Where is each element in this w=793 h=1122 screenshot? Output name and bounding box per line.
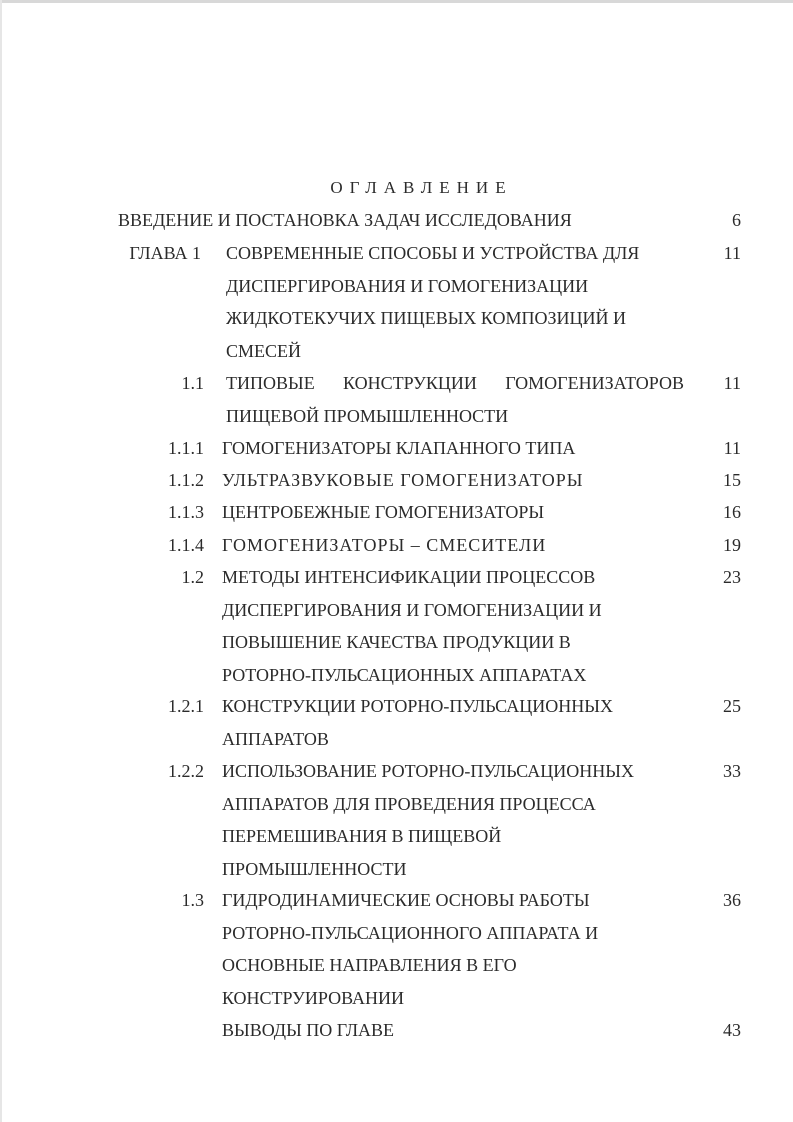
toc-entry-line: ГИДРОДИНАМИЧЕСКИЕ ОСНОВЫ РАБОТЫ [222,890,590,910]
toc-page-number: 36 [723,890,741,910]
toc-entry-text [226,237,688,367]
toc-page-number: 33 [723,761,741,781]
toc-entry-line: АППАРАТОВ ДЛЯ ПРОВЕДЕНИЯ ПРОЦЕССА [222,793,596,814]
toc-entry-line: АППАРАТОВ [222,728,329,749]
toc-entry-number: 1.2 [181,567,204,587]
toc-entry-text [222,529,684,562]
toc-entry-number: 1.1.4 [168,535,204,555]
toc-page-number: 25 [723,696,741,716]
toc-entry-text [226,367,688,432]
toc-entry-line: КОНСТРУКЦИИ РОТОРНО-ПУЛЬСАЦИОННЫХ [222,696,613,716]
toc-entry-line: СОВРЕМЕННЫЕ СПОСОБЫ И УСТРОЙСТВА ДЛЯ [226,243,640,263]
toc-entry-number: ГЛАВА 1 [129,243,201,263]
toc-entry-label: ВВЕДЕНИЕ И ПОСТАНОВКА ЗАДАЧ ИССЛЕДОВАНИЯ [118,210,572,230]
scan-top-edge [0,0,793,3]
toc-entry-text [222,690,684,755]
toc-entry-line: ГОМОГЕНИЗАТОРЫ КЛАПАННОГО ТИПА [222,438,576,458]
toc-entry-text [222,432,684,465]
toc-page-number: 23 [723,567,741,587]
toc-entry-line: ИСПОЛЬЗОВАНИЕ РОТОРНО-ПУЛЬСАЦИОННЫХ [222,761,634,781]
toc-entry-number: 1.3 [181,890,204,910]
toc-page-number: 16 [723,502,741,522]
toc-entry-line: РОТОРНО-ПУЛЬСАЦИОННОГО АППАРАТА И [222,922,599,943]
toc-entry-line: ЖИДКОТЕКУЧИХ ПИЩЕВЫХ КОМПОЗИЦИЙ И [226,308,626,328]
toc-entry-line: ОСНОВНЫЕ НАПРАВЛЕНИЯ В ЕГО [222,955,517,975]
toc-page-number: 15 [723,470,741,490]
toc-entry-line: ДИСПЕРГИРОВАНИЯ И ГОМОГЕНИЗАЦИИ И [222,599,602,620]
toc-entry-text [222,561,684,691]
toc-entry-line: ВЫВОДЫ ПО ГЛАВЕ [222,1020,395,1040]
toc-page-number: 11 [723,438,741,458]
toc-entry-line: ПРОМЫШЛЕННОСТИ [222,858,407,879]
toc-entry-number: 1.1.3 [168,502,204,522]
toc-entry-text [222,1014,684,1047]
toc-entry-number: 1.2.2 [168,761,204,781]
toc-entry-text [222,884,684,1014]
toc-page-number: 6 [732,210,741,230]
toc-entry-text [222,496,684,529]
toc-entry-number: 1.1.1 [168,438,204,458]
toc-page-number: 11 [723,243,741,263]
toc-page-number: 11 [723,373,741,393]
toc-page-number: 43 [723,1020,741,1040]
toc-entry-line: РОТОРНО-ПУЛЬСАЦИОННЫХ АППАРАТАХ [222,664,587,685]
toc-entry-number: 1.1.2 [168,470,204,490]
toc-page-number: 19 [723,535,741,555]
toc-entry-line: КОНСТРУИРОВАНИИ [222,987,404,1008]
toc-entry-line: ПЕРЕМЕШИВАНИЯ В ПИЩЕВОЙ [222,826,502,846]
toc-entry-line: ДИСПЕРГИРОВАНИЯ И ГОМОГЕНИЗАЦИИ [226,275,589,296]
toc-entry-text [222,755,684,885]
toc-entry-number: 1.2.1 [168,696,204,716]
toc-entry-text [222,464,684,497]
toc-entry-number: 1.1 [181,373,204,393]
toc-entry-line: ПОВЫШЕНИЕ КАЧЕСТВА ПРОДУКЦИИ В [222,632,571,652]
toc-entry-line: СМЕСЕЙ [226,340,302,361]
toc-entry-line: ТИПОВЫЕ КОНСТРУКЦИИ ГОМОГЕНИЗАТОРОВ [226,373,684,393]
toc-entry-line: ЦЕНТРОБЕЖНЫЕ ГОМОГЕНИЗАТОРЫ [222,502,545,522]
scan-left-edge [0,0,2,1122]
toc-entry-line: ГОМОГЕНИЗАТОРЫ – СМЕСИТЕЛИ [222,535,547,555]
toc-entry-line: ПИЩЕВОЙ ПРОМЫШЛЕННОСТИ [226,405,509,426]
toc-entry-line: МЕТОДЫ ИНТЕНСИФИКАЦИИ ПРОЦЕССОВ [222,567,596,587]
toc-entry-line: УЛЬТРАЗВУКОВЫЕ ГОМОГЕНИЗАТОРЫ [222,470,584,490]
page-title: ОГЛАВЛЕНИЕ [330,178,513,197]
